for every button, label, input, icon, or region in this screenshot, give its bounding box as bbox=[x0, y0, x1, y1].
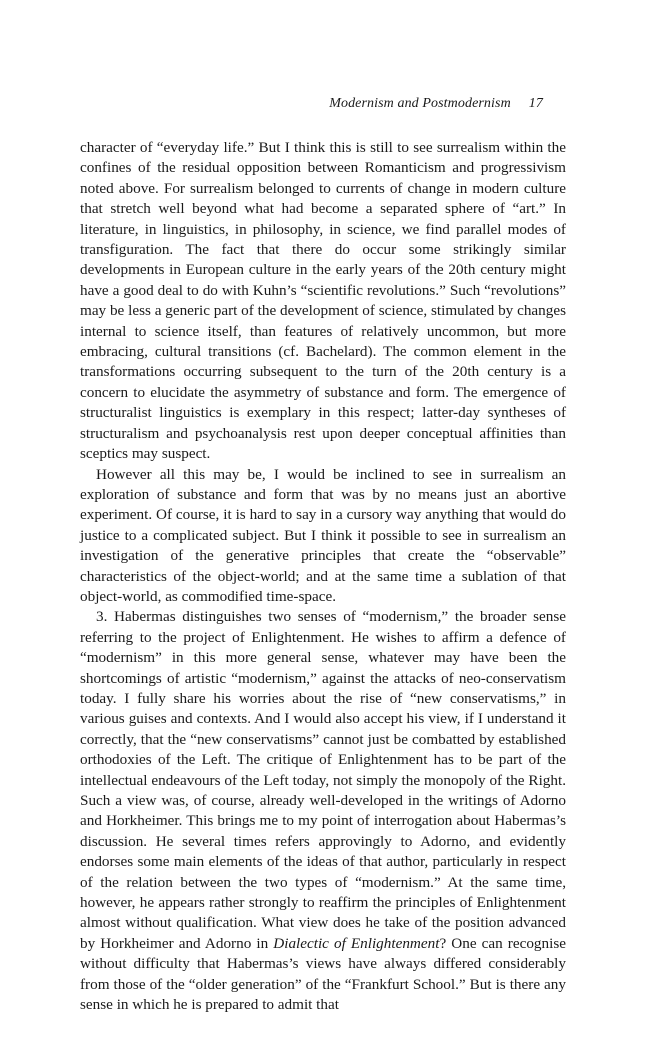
paragraph-2: However all this may be, I would be inclined to see in surrealism an exploration of substance and form that was by no means just an abortive experiment. Of course, it is hard to say in a cursory way anything that would do justice to a complicated subject. But I think it possible to see in surrealism an investigation of the generative principles that create the “observable” characteristics of the object-world; and at the same time a sublation of that object-world, as commodified time-space. bbox=[80, 465, 566, 605]
running-head-title: Modernism and Postmodernism bbox=[329, 96, 511, 111]
paragraph-3-text-before: 3. Habermas distinguishes two senses of “modernism,” the broader sense referring to the project of Enlightenment. He wishes to affirm a defence of “modernism” in this more general sense, whatever may have been the shortcomings of artistic “modernism,” against the attacks of neo-conservatism today. I fully share his worries about the rise of “new conservatisms,” in various guises and contexts. And I would also accept his view, if I understand it correctly, that the “new conservatisms” cannot just be combatted by established orthodoxies of the Left. The critique of Enlightenment has to be part of the intellectual endeavours of the Left today, not simply the monopoly of the Right. Such a view was, of course, already well-developed in the writings of Adorno and Horkheimer. This brings me to my point of interrogation about Habermas’s discussion. He several times refers approvingly to Adorno, and evidently endorses some main elements of the ideas of that author, particularly in respect of the relation between the two types of “modernism.” At the same time, however, he appears rather strongly to reaffirm the principles of Enlightenment almost without qualification. What view does he take of the position advanced by Horkheimer and Adorno in bbox=[80, 608, 566, 952]
book-title-dialectic-of-enlightenment: Dialectic of Enlightenment bbox=[273, 934, 440, 952]
running-head bbox=[329, 96, 543, 112]
paragraph-1: character of “everyday life.” But I think this is still to see surrealism within the confines of the residual opposition between Romanticism and progressivism noted above. For surrealism belonged to currents of change in modern culture that stretch well beyond what had become a separated sphere of “art.” In literature, in linguistics, in philosophy, in science, we find parallel modes of transfiguration. The fact that there do occur some strikingly similar developments in European culture in the early years of the 20th century might have a good deal to do with Kuhn’s “scientific revolutions.” Such “revolutions” may be less a generic part of the development of science, stimulated by changes internal to science itself, than features of relatively uncommon, but more embracing, cultural transitions (cf. Bachelard). The common element in the transformations occurring subsequent to the turn of the 20th century is a concern to elucidate the asymmetry of substance and form. The emergence of structuralist linguistics is exemplary in this respect; latter-day syntheses of structuralism and psychoanalysis rest upon deeper conceptual affinities than sceptics may suspect. bbox=[80, 139, 566, 463]
page-number: 17 bbox=[528, 96, 543, 111]
body-text bbox=[80, 138, 566, 1015]
paragraph-3-text-after: ? One can recognise without difficulty that Habermas’s views have always differed considerably from those of the “older generation” of the “Frankfurt School.” But is there any sense in which he is prepared to admit that bbox=[80, 934, 566, 1014]
paragraph-3 bbox=[80, 607, 566, 1015]
